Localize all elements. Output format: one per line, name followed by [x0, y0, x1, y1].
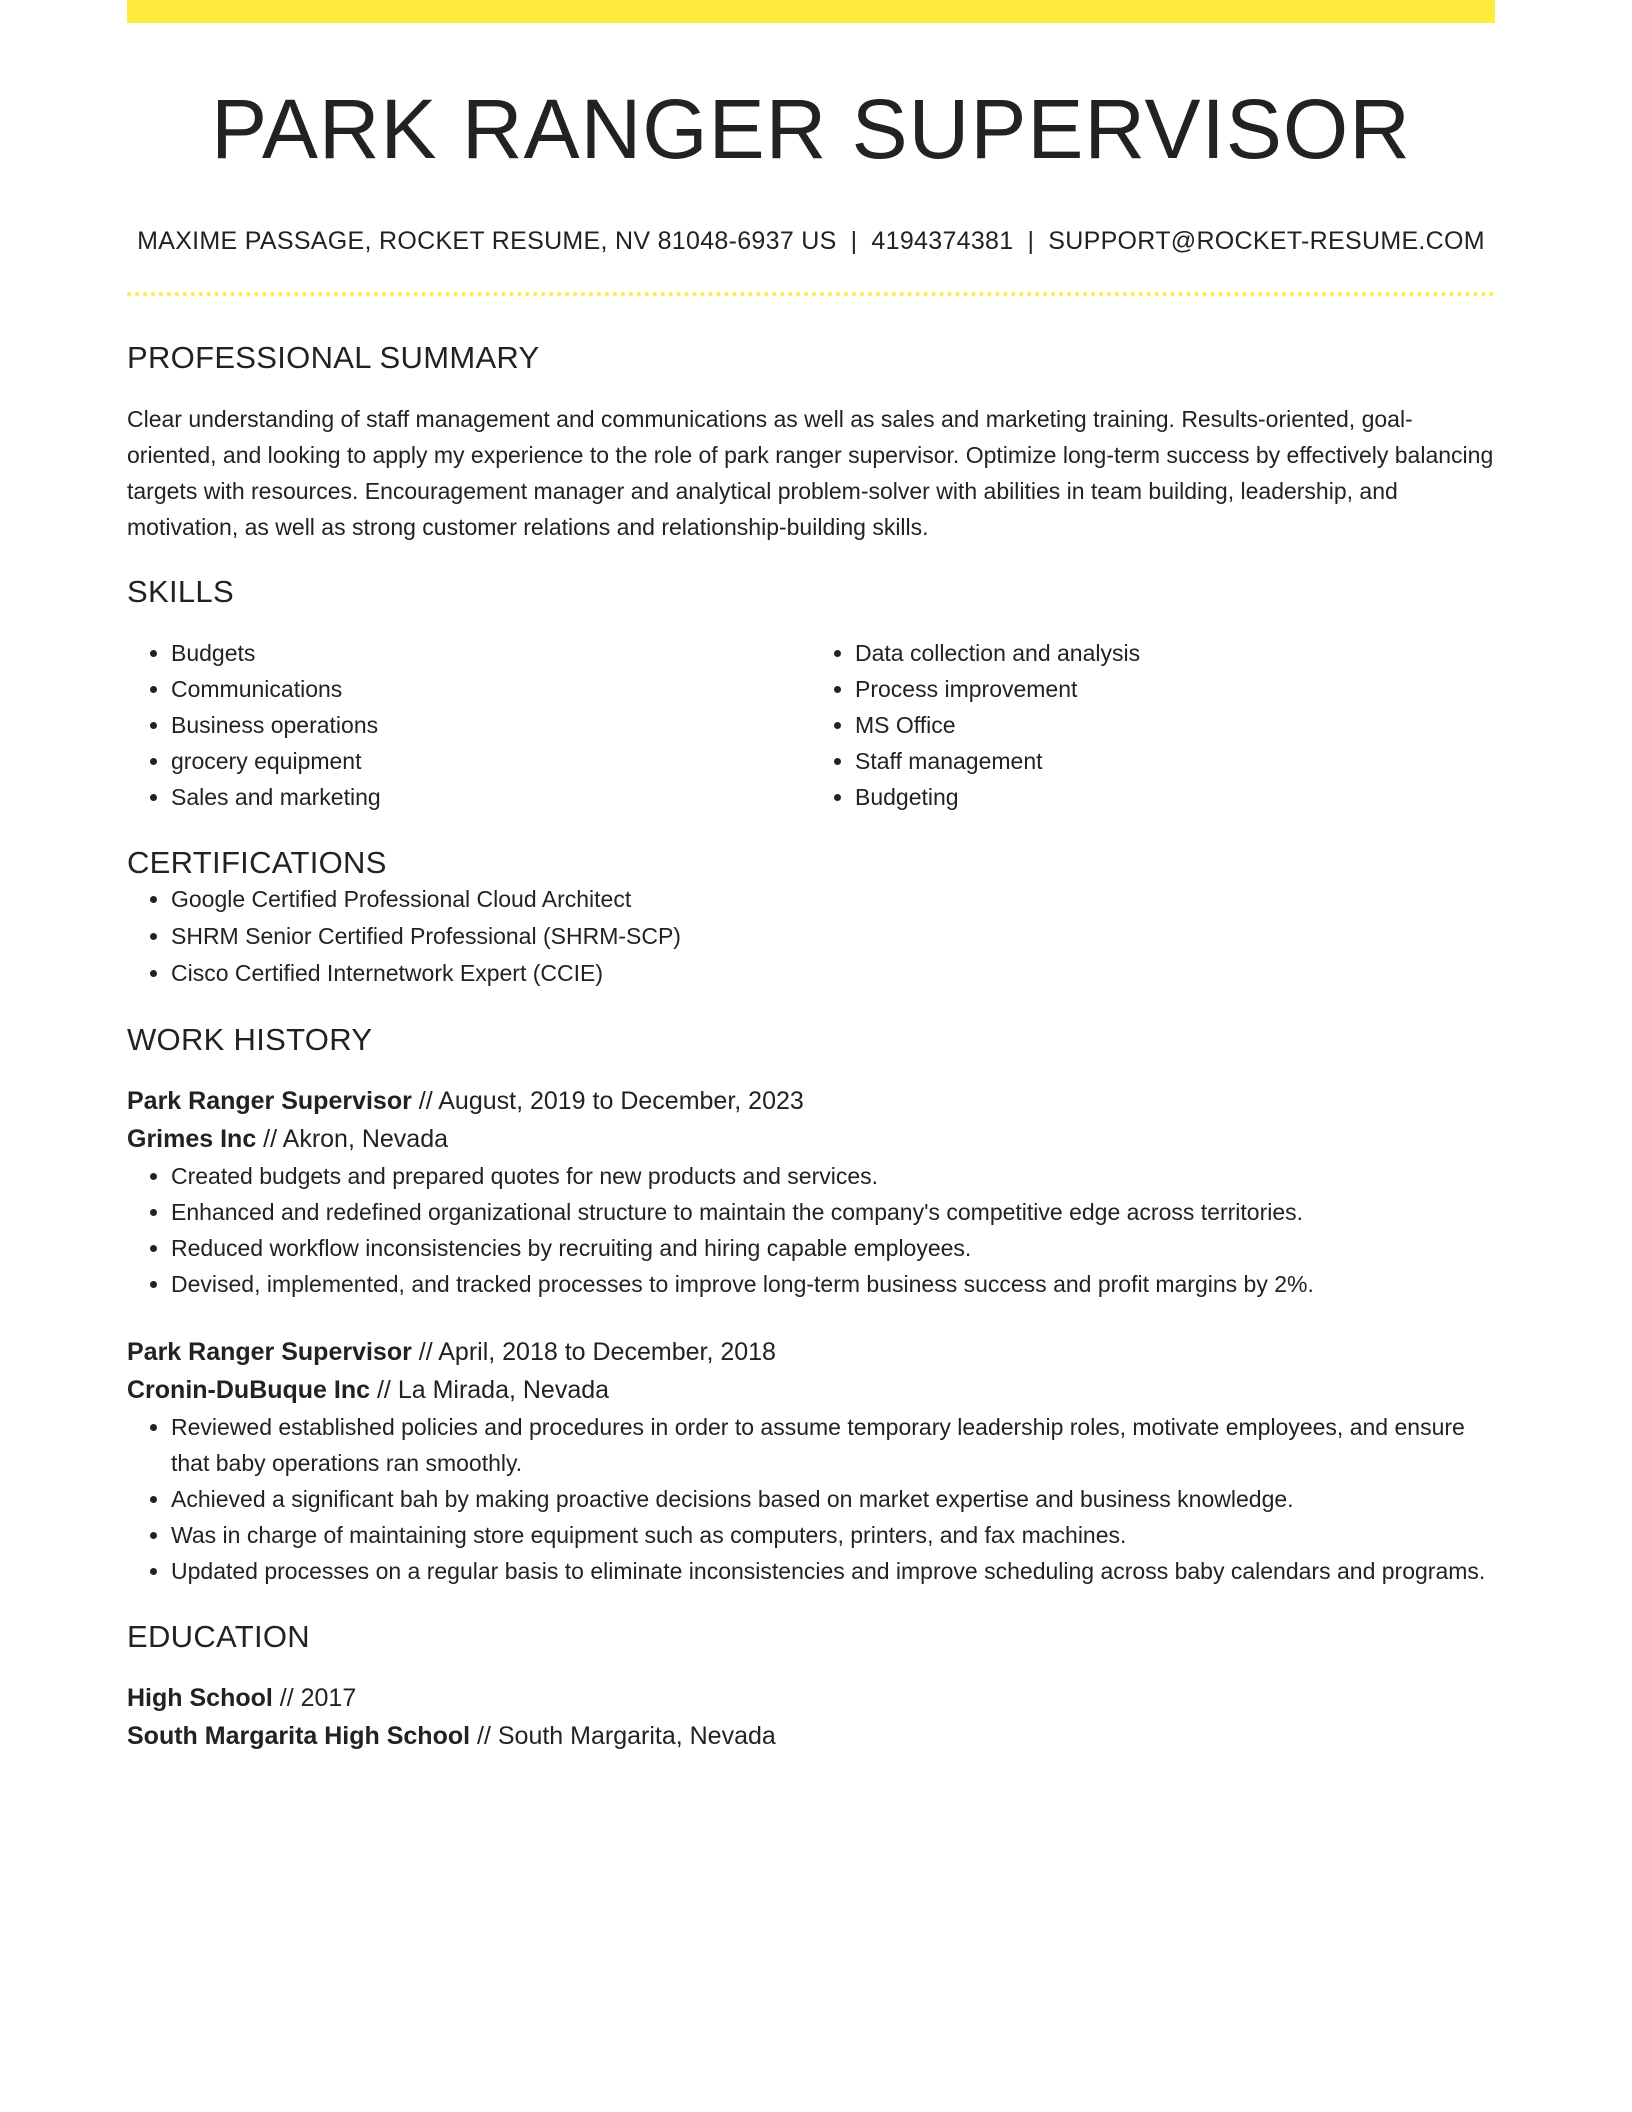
resume-page: [127, 0, 1495, 1755]
education-heading: EDUCATION: [127, 1619, 310, 1655]
job-company-line: [127, 1120, 1495, 1158]
job-dates: // April, 2018 to December, 2018: [411, 1338, 776, 1367]
job-tasks-list: [127, 1409, 1495, 1589]
skill-item: • grocery equipment: [171, 743, 811, 779]
work-history-heading: WORK HISTORY: [127, 1022, 373, 1058]
job-company: Grimes Inc: [127, 1125, 257, 1154]
certification-item: • Google Certified Professional Cloud Architect: [171, 881, 1495, 918]
job-task: • Reviewed established policies and procedures in order to assume temporary leadership roles, motivate employees, and ensure that baby operations ran smoothly.: [171, 1409, 1495, 1481]
summary-heading: PROFESSIONAL SUMMARY: [127, 340, 540, 376]
contact-address: MAXIME PASSAGE, ROCKET RESUME, NV 81048-6937 US: [137, 227, 837, 256]
job-tasks-list: [127, 1158, 1495, 1302]
certifications-list: [127, 881, 1495, 992]
job-company-line: [127, 1371, 1495, 1409]
job-task: • Devised, implemented, and tracked processes to improve long-term business success and profit margins by 2%.: [171, 1266, 1495, 1302]
contact-separator: |: [1027, 227, 1035, 256]
job-dates: // August, 2019 to December, 2023: [411, 1087, 804, 1116]
job-task: • Was in charge of maintaining store equipment such as computers, printers, and fax machines.: [171, 1517, 1495, 1553]
skill-item: • Data collection and analysis: [855, 635, 1495, 671]
job-location: // Akron, Nevada: [256, 1125, 449, 1154]
education-school-line: [127, 1717, 1495, 1755]
skill-item: • Communications: [171, 671, 811, 707]
certification-item: • Cisco Certified Internetwork Expert (CCIE): [171, 955, 1495, 992]
job-task: • Created budgets and prepared quotes for new products and services.: [171, 1158, 1495, 1194]
job-location: // La Mirada, Nevada: [370, 1376, 610, 1405]
summary-text: Clear understanding of staff management and communications as well as sales and marketing training. Results-oriented, goal-oriented, and looking to apply my experience to the role of park ranger supervisor. Optimize long-term success by effectively balancing targets with resources. Encouragement manager and analytical problem-solver with abilities in team building, leadership, and motivation, as well as strong customer relations and relationship-building skills.: [127, 406, 1494, 541]
skills-heading: SKILLS: [127, 574, 234, 610]
job-company: Cronin-DuBuque Inc: [127, 1376, 371, 1405]
skill-item: • MS Office: [855, 707, 1495, 743]
certification-item: • SHRM Senior Certified Professional (SHRM-SCP): [171, 918, 1495, 955]
contact-email: SUPPORT@ROCKET-RESUME.COM: [1048, 227, 1485, 256]
job-title: Park Ranger Supervisor: [127, 1338, 412, 1367]
job-task: • Reduced workflow inconsistencies by recruiting and hiring capable employees.: [171, 1230, 1495, 1266]
skills-columns: [127, 635, 1495, 815]
contact-line: [127, 227, 1495, 256]
job-task: • Enhanced and redefined organizational structure to maintain the company's competitive edge across territories.: [171, 1194, 1495, 1230]
skills-right-list: [811, 635, 1495, 815]
skill-item: • Budgets: [171, 635, 811, 671]
skill-item: • Business operations: [171, 707, 811, 743]
contact-separator: |: [850, 227, 858, 256]
certifications-heading: CERTIFICATIONS: [127, 845, 387, 881]
top-accent-bar: [127, 0, 1495, 23]
contact-phone: 4194374381: [871, 227, 1014, 256]
job-title: Park Ranger Supervisor: [127, 1087, 412, 1116]
education-degree-line: [127, 1679, 1495, 1717]
candidate-name: PARK RANGER SUPERVISOR: [211, 82, 1411, 176]
job-title-line: [127, 1333, 1495, 1371]
education-location: // South Margarita, Nevada: [470, 1722, 776, 1751]
education-year: // 2017: [272, 1684, 357, 1713]
skill-item: • Staff management: [855, 743, 1495, 779]
skill-item: • Sales and marketing: [171, 779, 811, 815]
education-degree: High School: [127, 1684, 273, 1713]
skills-left-list: [127, 635, 811, 815]
header-divider: [127, 292, 1495, 296]
education-school: South Margarita High School: [127, 1722, 471, 1751]
job-title-line: [127, 1082, 1495, 1120]
skill-item: • Budgeting: [855, 779, 1495, 815]
job-task: • Updated processes on a regular basis to eliminate inconsistencies and improve scheduling across baby calendars and programs.: [171, 1553, 1495, 1589]
job-task: • Achieved a significant bah by making proactive decisions based on market expertise and business knowledge.: [171, 1481, 1495, 1517]
skill-item: • Process improvement: [855, 671, 1495, 707]
